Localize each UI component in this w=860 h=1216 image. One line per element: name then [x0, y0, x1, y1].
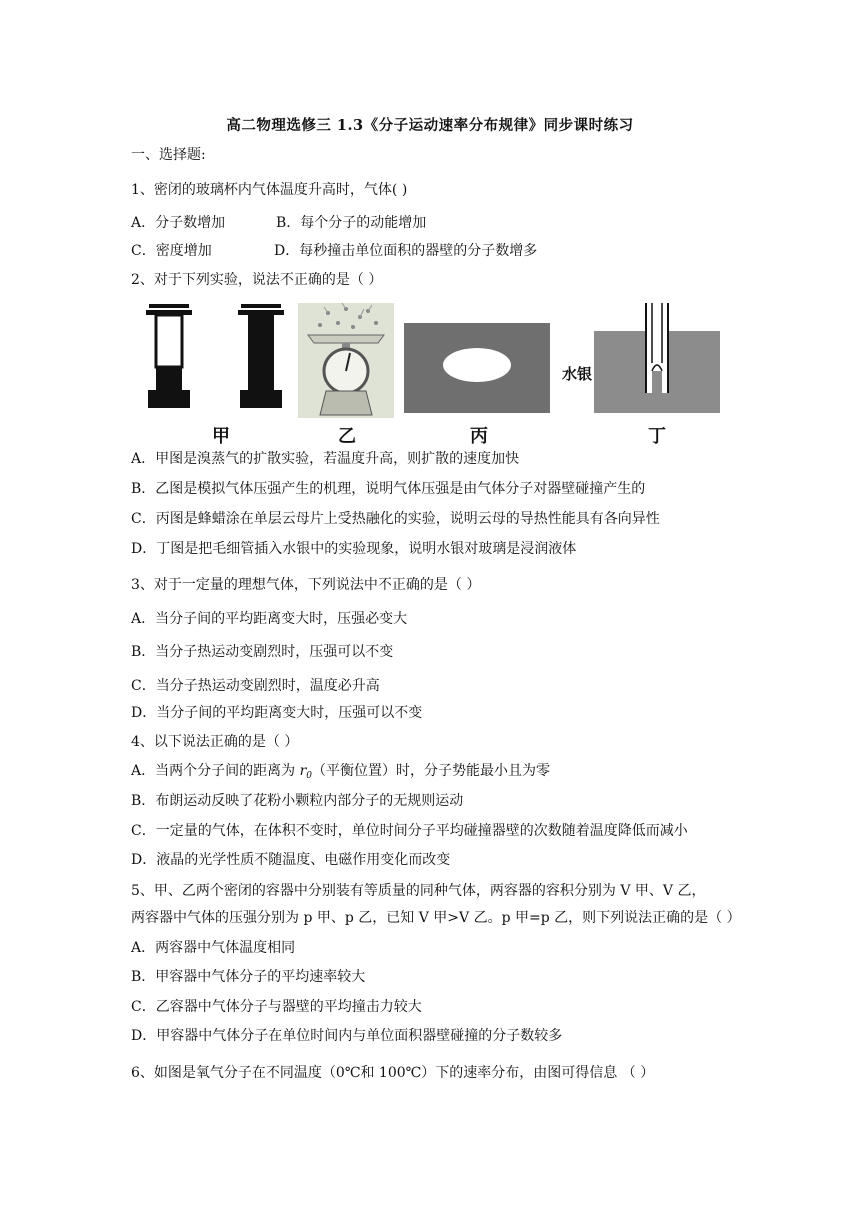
- q1-option-d: D．每秒撞击单位面积的器壁的分子数增多: [274, 243, 538, 259]
- q5-stem-line1: 5、甲、乙两个密闭的容器中分别装有等质量的同种气体，两容器的容积分别为 V 甲、V 乙，: [131, 883, 706, 899]
- q4-option-c: C．一定量的气体，在体积不变时，单位时间分子平均碰撞器壁的次数随着温度降低而减小: [131, 823, 688, 839]
- page-title: 高二物理选修三 1.3《分子运动速率分布规律》同步课时练习: [226, 117, 634, 134]
- q2-option-c: C．丙图是蜂蜡涂在单层云母片上受热融化的实验，说明云母的导热性能具有各向异性: [131, 511, 660, 527]
- q3-option-d: D．当分子间的平均距离变大时，压强可以不变: [131, 705, 423, 721]
- r-symbol: r: [299, 763, 307, 779]
- q2-option-a: A．甲图是溴蒸气的扩散实验，若温度升高，则扩散的速度加快: [131, 451, 520, 467]
- q2-option-d: D．丁图是把毛细管插入水银中的实验现象，说明水银对玻璃是浸润液体: [131, 541, 577, 557]
- q3-option-a: A．当分子间的平均距离变大时，压强必变大: [131, 611, 408, 627]
- q5-stem-line2: 两容器中气体的压强分别为 p 甲、p 乙，已知 V 甲>V 乙。p 甲=p 乙，则下列说法正确的是（ ）: [131, 910, 741, 926]
- q1-option-b: B．每个分子的动能增加: [276, 215, 427, 231]
- q3-stem: 3、对于一定量的理想气体，下列说法中不正确的是（ ）: [131, 577, 481, 593]
- q5-option-c: C．乙容器中气体分子与器壁的平均撞击力较大: [131, 999, 422, 1015]
- q1-option-c: C．密度增加: [131, 243, 212, 259]
- capillary-tube-icon: [594, 303, 720, 413]
- q2-figure: [130, 300, 730, 450]
- q5-option-d: D．甲容器中气体分子在单位时间内与单位面积器壁碰撞的分子数较多: [131, 1028, 563, 1044]
- q1-stem: 1、密闭的玻璃杯内气体温度升高时，气体( ): [131, 182, 408, 198]
- figure-label-yi: 乙: [338, 426, 356, 447]
- q3-option-c: C．当分子热运动变剧烈时，温度必升高: [131, 678, 380, 694]
- q3-option-b: B．当分子热运动变剧烈时，压强可以不变: [131, 644, 394, 660]
- q4-option-d: D．液晶的光学性质不随温度、电磁作用变化而改变: [131, 852, 451, 868]
- q4-stem: 4、以下说法正确的是（ ）: [131, 734, 299, 750]
- q4-option-a-text: A．当两个分子间的距离为: [131, 763, 300, 779]
- scale-apparatus-icon: [298, 303, 394, 418]
- cylinder-left-icon: [144, 300, 194, 412]
- q5-option-a: A．两容器中气体温度相同: [131, 940, 296, 956]
- q2-option-b: B．乙图是模拟气体压强产生的机理，说明气体压强是由气体分子对器壁碰撞产生的: [131, 481, 646, 497]
- figure-label-ding: 丁: [648, 426, 666, 447]
- q4-option-a-text-end: （平衡位置）时，分子势能最小且为零: [312, 763, 550, 779]
- figure-label-bing: 丙: [470, 426, 488, 447]
- mica-plate-icon: [404, 323, 550, 413]
- q6-stem: 6、如图是氧气分子在不同温度（0℃和 100℃）下的速率分布，由图可得信息 （ ）: [131, 1065, 655, 1081]
- q4-option-a: [131, 762, 550, 785]
- section-heading: 一、选择题:: [131, 147, 206, 163]
- r-subscript: 0: [306, 771, 312, 781]
- cylinder-right-icon: [236, 300, 286, 412]
- mercury-label: 水银: [562, 365, 593, 383]
- figure-label-jia: 甲: [212, 426, 230, 447]
- q5-option-b: B．甲容器中气体分子的平均速率较大: [131, 969, 366, 985]
- q1-option-a: A．分子数增加: [131, 215, 226, 231]
- q2-stem: 2、对于下列实验，说法不正确的是（ ）: [131, 272, 383, 288]
- q4-option-b: B．布朗运动反映了花粉小颗粒内部分子的无规则运动: [131, 793, 464, 809]
